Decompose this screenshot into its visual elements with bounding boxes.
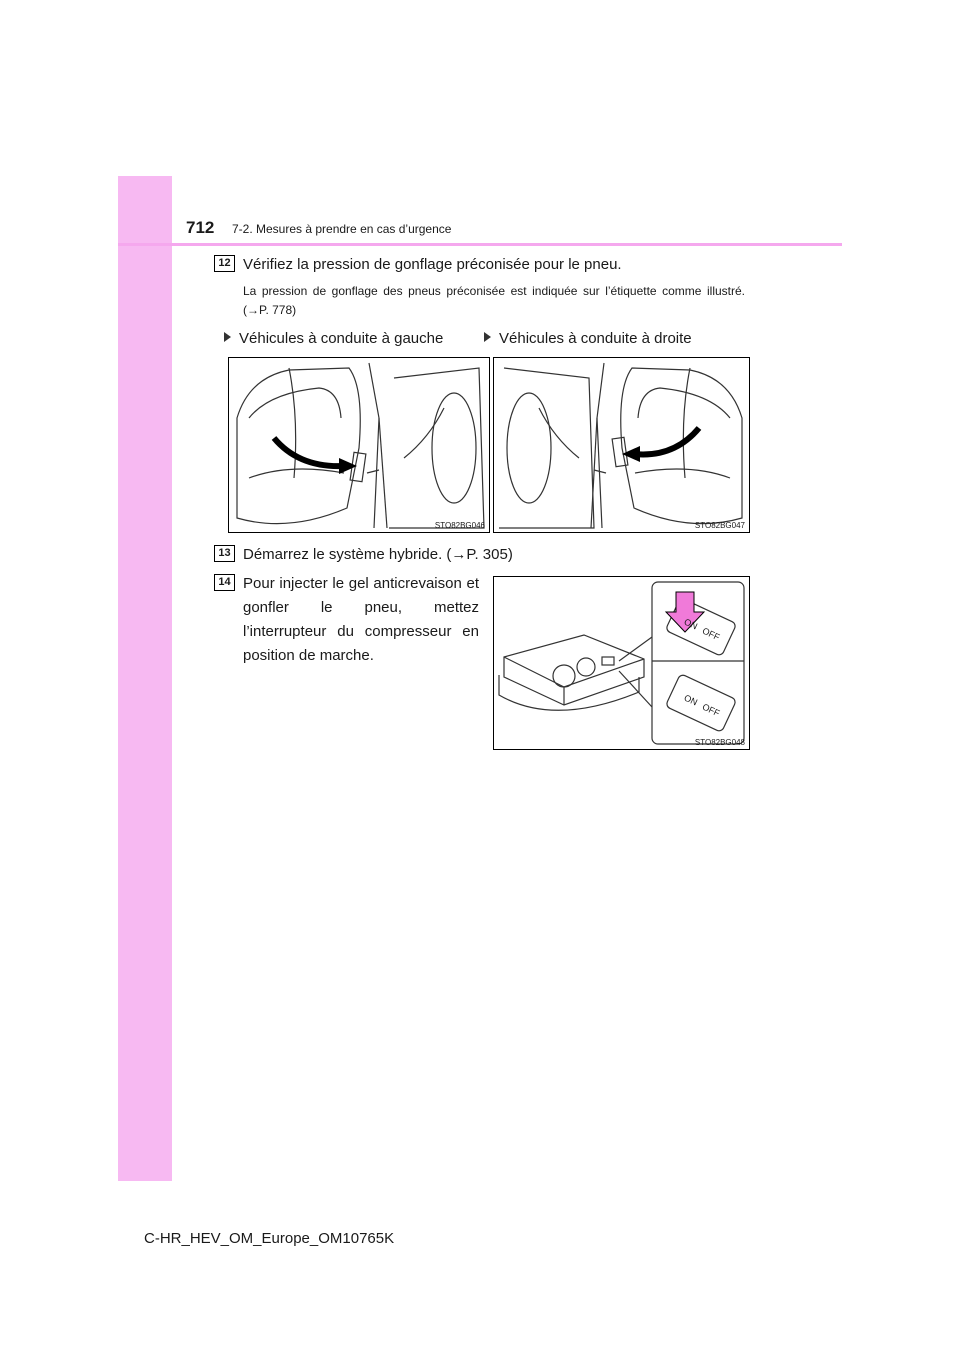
step-14-text: Pour injecter le gel anticrevaison et gonfler le pneu, mettez l’interrupteur du compresseur en position de marche. <box>243 575 479 664</box>
switch-off-label: OFF <box>700 701 722 719</box>
step-14-badge: 14 <box>214 574 235 591</box>
triangle-bullet-icon <box>484 332 491 342</box>
footer-doc-id: C-HR_HEV_OM_Europe_OM10765K <box>144 1230 395 1247</box>
compressor-switch-illustration-icon <box>494 577 750 750</box>
switch-off-label: OFF <box>700 625 722 643</box>
caption-right-hand-drive: Véhicules à conduite à droite <box>484 327 692 350</box>
step-12-badge: 12 <box>214 255 235 272</box>
side-color-band <box>118 176 172 1181</box>
figure-code: STO82BG047 <box>694 521 745 530</box>
figure-compressor-switch <box>493 576 750 750</box>
step-12-note: La pression de gonflage des pneus préconisée est indiquée sur l’étiquette comme illustré. (→P. 778) <box>243 284 745 317</box>
header-rule <box>118 243 842 246</box>
figure-code: STO82BG046 <box>434 521 485 530</box>
caption-left-hand-drive: Véhicules à conduite à gauche <box>224 327 443 350</box>
triangle-bullet-icon <box>224 332 231 342</box>
door-frame-label-illustration-icon <box>494 358 750 533</box>
step-12-text: Vérifiez la pression de gonflage préconisée pour le pneu. <box>243 256 622 273</box>
figure-right-hand-drive <box>493 357 750 533</box>
figure-left-hand-drive <box>228 357 490 533</box>
page-number: 712 <box>186 218 215 237</box>
step-13-text: Démarrez le système hybride. (→P. 305) <box>243 546 513 563</box>
door-frame-label-illustration-icon <box>229 358 490 533</box>
figure-code: STO82BG048 <box>694 738 745 747</box>
section-title: 7-2. Mesures à prendre en cas d’urgence <box>232 222 452 236</box>
step-13-badge: 13 <box>214 545 235 562</box>
switch-on-label: ON <box>682 692 699 708</box>
switch-on-label: ON <box>682 616 699 632</box>
